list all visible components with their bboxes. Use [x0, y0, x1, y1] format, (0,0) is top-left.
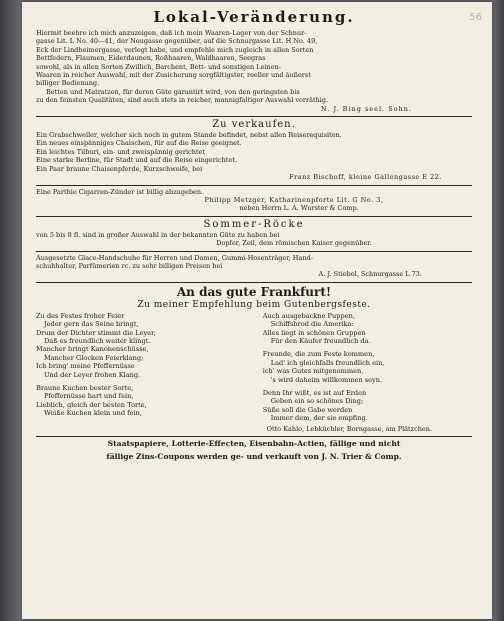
poem-line: Für den Käufer freundlich da. — [270, 336, 371, 345]
ad-line: Ein Grabschweller, welcher sich noch in gutem Stande befindet, nebst allen Reiserequisiten. — [36, 131, 342, 140]
ad-signature: N. J. Bing seel. Sohn. — [321, 104, 412, 113]
divider — [36, 251, 472, 252]
poem-line: Braune Kuchen bester Sorte, — [36, 384, 134, 392]
ad-line: Eine starke Berline, für Stadt und auf die Reise eingerichtet. — [36, 156, 237, 165]
ad-zu-verkaufen — [36, 119, 472, 181]
ad-line: Ein Paar braune Chaisenpferde, Kurzschweife, bei — [36, 164, 203, 173]
ad-line: Ein neues einspänniges Chaischen, für auf die Reise geeignet. — [36, 139, 242, 148]
ad-signature: Otto Kahlo, Lebküchler, Borngasse, am Plätzchen. — [266, 424, 432, 433]
ad-line: Ein leichtes Tilburi, ein- und zweispännig gerichtet — [36, 147, 205, 156]
ad-frankfurt-poem — [36, 285, 472, 433]
poem-line: ich' was Gutes mitgenommen, — [262, 367, 364, 376]
ad-line: Ausgesetzte Glace-Handschuhe für Herren und Damen, Gummi-Hosenträger, Hand- — [36, 253, 313, 262]
poem-line: Ich bring' meine Pfeffernüsse — [36, 362, 135, 371]
poem-line: Süße soll die Gabe werden — [262, 405, 353, 414]
poem-line: Mancher Glocken Feierklang; — [44, 353, 144, 362]
ad-handschuhe — [36, 254, 472, 279]
divider — [36, 116, 472, 117]
ad-line: Eine Parthie Cigarren-Zünder ist billig abzugeben. — [36, 187, 204, 196]
poem-line: Alles liegt in schönen Gruppen — [262, 328, 366, 337]
poem-line: Denn Ihr wißt, es ist auf Erden — [262, 389, 367, 397]
ad-line: Eck der Lindheimergasse, verlegt habe, und empfehle mich zugleich in allen Sorten — [36, 45, 314, 54]
poem-line: Lad' ich gleichfalls freundlich ein, — [270, 358, 385, 367]
ad-signature: A. J. Stiebel, Schnurgasse L 73. — [318, 270, 422, 279]
advertisement-column — [36, 6, 472, 462]
poem-line: Geben ein so schönes Ding; — [270, 397, 364, 406]
ad-line: Bettfedern, Flaumen, Eiderdaunen, Roßhaaren, Waldhaaren, Seegras — [36, 54, 266, 63]
ad-signature: Philipp Metzger, Katharinenpforte Lit. G No. 3, — [204, 195, 384, 204]
ad-cigarren — [36, 188, 472, 213]
ad-line: billiger Bedienung. — [36, 79, 100, 88]
ad-line: Staatspapiere, Lotterie-Effecten, Eisenbahn-Actien, fällige und nicht — [107, 439, 401, 449]
scan-right-edge — [492, 0, 504, 621]
ad-sommer-roecke — [36, 219, 472, 248]
ad-title: Zu verkaufen. — [212, 119, 296, 131]
ad-title: Sommer-Röcke — [203, 218, 305, 230]
page-number: 56 — [469, 12, 482, 23]
ad-address: neben Herrn L. A. Wurster & Comp. — [239, 204, 359, 213]
poem-line: Immer dem, der sie empfing. — [270, 414, 368, 423]
divider — [36, 216, 472, 217]
poem-right-column — [263, 312, 472, 423]
ad-line: gasse Lit. L No. 40—41, der Neugasse gegenüber, auf die Schnurgasse Lit. H No. 49, — [36, 37, 318, 46]
ad-line: sowohl, als in allen Sorten Zwillich, Barchent, Bett- und sonstigen Leinen- — [36, 62, 281, 71]
divider — [36, 185, 472, 186]
ad-line: fällige Zins-Coupons werden ge- und verkauft von J. N. Trier & Comp. — [106, 451, 402, 461]
ad-line: schuhhalter, Parfümerien rc. zu sehr billigen Preisen bei — [36, 261, 223, 270]
divider — [36, 282, 472, 283]
poem-columns — [36, 312, 472, 423]
ad-line: Hiermit beehre ich mich anzuzeigen, daß ich mein Waaren-Lager von der Schnur- — [36, 29, 307, 37]
ad-line: Betten und Matratzen, für deren Güte garantirt wird, von den geringsten bis — [46, 87, 300, 96]
poem-line: Mancher bringt Kanonenschüsse, — [36, 345, 149, 354]
ad-staatspapiere — [36, 439, 472, 462]
ad-signature: Dopfer, Zeil, dem römischen Kaiser gegenüber. — [216, 239, 372, 248]
poem-line: Freunde, die zum Feste kommen, — [262, 350, 375, 359]
ad-subtitle: Zu meiner Empfehlung beim Gutenbergsfeste. — [137, 299, 371, 310]
poem-left-column — [36, 312, 245, 423]
poem-line: Daß es freundlich weiter klingt. — [44, 336, 151, 345]
poem-line: Pfeffernüsse hart und fein, — [44, 392, 134, 401]
ad-line: von 5 bis 8 fl. sind in großer Auswahl in der bekannten Güte zu haben bei — [36, 230, 280, 239]
poem-line: Drum der Dichter stimmt die Leyer, — [36, 328, 156, 337]
ad-lokal-veraenderung — [36, 8, 472, 113]
ad-title: Lokal-Veränderung. — [153, 8, 355, 26]
poem-line: 's wird daheim willkommen seyn. — [270, 375, 383, 384]
poem-line: Und der Leyer frohen Klang. — [44, 370, 141, 379]
ad-signature: Franz Bischoff, kleine Gallengasse E 22. — [289, 173, 442, 182]
scan-left-edge — [0, 0, 22, 621]
poem-line: Lieblich, gleich der besten Torte, — [36, 400, 147, 409]
poem-line: Auch ausgebackne Puppen, — [262, 311, 355, 320]
ad-title: An das gute Frankfurt! — [176, 284, 332, 299]
poem-line: Weiße Kuchen klein und fein, — [44, 409, 142, 418]
divider — [36, 436, 472, 437]
ad-line: zu den feinsten Qualitäten, sind auch stets in reicher, mannigfaltiger Auswahl vorräthig. — [36, 96, 329, 105]
ad-line: Waaren in reicher Auswahl, mit der Zusicherung sorgfältigster, reeller und äußerst — [36, 71, 311, 80]
poem-line: Schiffsbrod die Amerika: — [270, 320, 354, 329]
newspaper-page — [22, 2, 492, 619]
poem-line: Zu des Festes froher Feier — [36, 311, 125, 320]
poem-line: Jeder gern das Seine bringt, — [44, 320, 139, 329]
